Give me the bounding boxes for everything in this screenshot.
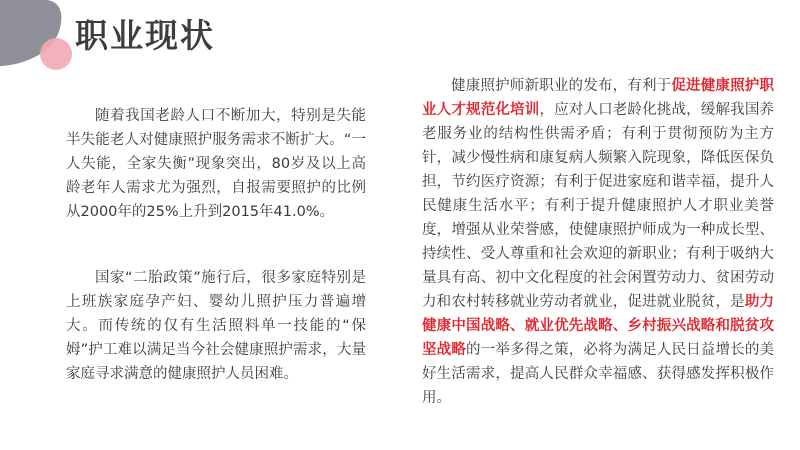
body-text: ，应对人口老龄化挑战，缓解我国养老服务业的结构性供需矛盾；有利于贯彻预防为主方针，减少慢性病和康复病人频繁入院现象，降低医保负担，节约医疗资源；有利于促进家庭和谐幸福，提升人民健康生活水平；有利于提升健康照护人才职业美誉度，增强从业荣誉感，使健康照护师成为一种成长型、持续性、受人尊重和社会欢迎的新职业；有利于吸纳大量具有高、初中文化程度的社会闲置劳动力、贫困劳动力和农村转移就业劳动者就业，促进就业脱贫，是	[422, 102, 774, 310]
right-text-column	[422, 74, 774, 410]
highlight-text: 助力健康中国战略、就业优先战略、乡村振兴战略和脱贫攻坚战略	[422, 294, 775, 358]
left-text-column	[66, 104, 366, 386]
body-text: 的一举多得之策，必将为满足人民日益增长的美好生活需求，提高人民群众幸福感、获得感发挥积极作用。	[422, 342, 775, 406]
body-text: 健康照护师新职业的发布，有利于	[451, 78, 672, 94]
page-title: 职业现状	[75, 16, 215, 55]
paragraph-new-occupation	[422, 74, 774, 410]
paragraph-two-child-policy: 国家“二胎政策”施行后，很多家庭特别是上班族家庭孕产妇、婴幼儿照护压力普遍增大。而传统的仅有生活照料单一技能的“保姆”护工难以满足当今社会健康照护需求，大量家庭寻求满意的健康照护人员困难。	[66, 270, 366, 382]
decorative-corner-shape	[0, 0, 80, 80]
highlight-text: 促进健康照护职业人才规范化培训	[422, 78, 775, 118]
paragraph-aging-demand: 随着我国老龄人口不断加大，特别是失能半失能老人对健康照护服务需求不断扩大。“一人失能，全家失衡”现象突出，80岁及以上高龄老年人需求尤为强烈，自报需要照护的比例从2000年的25%上升到2015年41.0%。	[66, 108, 366, 220]
